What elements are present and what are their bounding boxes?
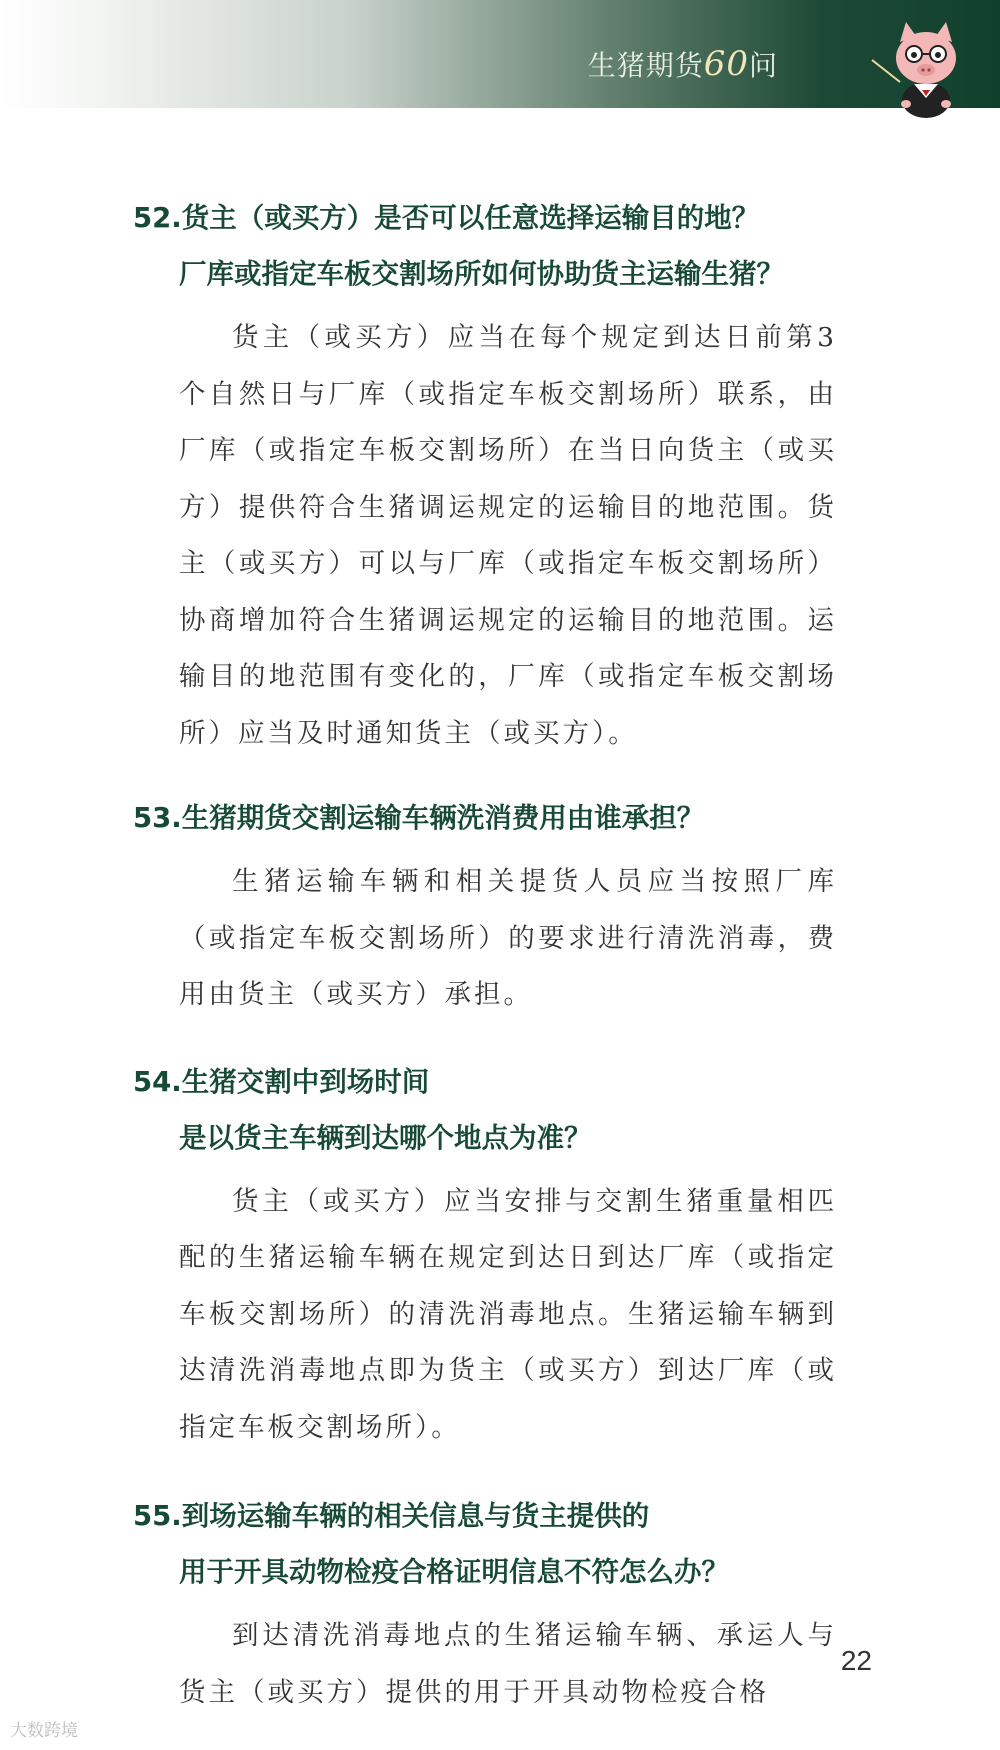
page-number: 22: [840, 1645, 872, 1676]
answer-53: 生猪运输车辆和相关提货人员应当按照厂库（或指定车板交割场所）的要求进行清洗消毒，费用由货主（或买方）承担。: [179, 866, 837, 1010]
question-54-line2: 是以货主车辆到达哪个地点为准？: [179, 1121, 592, 1154]
header-banner: [0, 0, 1000, 108]
watermark: 大数跨境: [10, 1721, 78, 1741]
question-55-line2: 用于开具动物检疫合格证明信息不符怎么办？: [179, 1556, 729, 1588]
question-53-line1: 53.生猪期货交割运输车辆洗消费用由谁承担？: [133, 802, 705, 834]
question-52: [133, 190, 853, 302]
question-55-line1: 55.到场运输车辆的相关信息与货主提供的: [133, 1500, 650, 1532]
question-54: [133, 1054, 853, 1166]
answer-55: 到达清洗消毒地点的生猪运输车辆、承运人与货主（或买方）提供的用于开具动物检疫合格: [179, 1620, 837, 1708]
question-53: [133, 790, 853, 846]
question-54-line1: 54.生猪交割中到场时间: [133, 1065, 430, 1098]
book-title-number: 60: [703, 44, 749, 84]
book-title-prefix: 生猪期货: [587, 49, 704, 82]
book-title: [588, 44, 778, 84]
question-52-line2: 厂库或指定车板交割场所如何协助货主运输生猪？: [179, 258, 784, 290]
book-title-suffix: 问: [748, 49, 778, 82]
answer-52: 货主（或买方）应当在每个规定到达日前第3个自然日与厂库（或指定车板交割场所）联系，由厂库（或指定车板交割场所）在当日向货主（或买方）提供符合生猪调运规定的运输目的地范围。货主（或买方）可以与厂库（或指定车板交割场所）协商增加符合生猪调运规定的运输目的地范围。运输目的地范围有变化的，厂库（或指定车板交割场所）应当及时通知货主（或买方）。: [179, 322, 837, 749]
answer-54: 货主（或买方）应当安排与交割生猪重量相匹配的生猪运输车辆在规定到达日到达厂库（或指定车板交割场所）的清洗消毒地点。生猪运输车辆到达清洗消毒地点即为货主（或买方）到达厂库（或指定车板交割场所）。: [179, 1185, 837, 1443]
question-55: [133, 1488, 853, 1600]
page-content: [133, 190, 853, 1721]
question-52-line1: 52.货主（或买方）是否可以任意选择运输目的地？: [133, 202, 760, 234]
pig-mascot-icon: [870, 20, 980, 120]
